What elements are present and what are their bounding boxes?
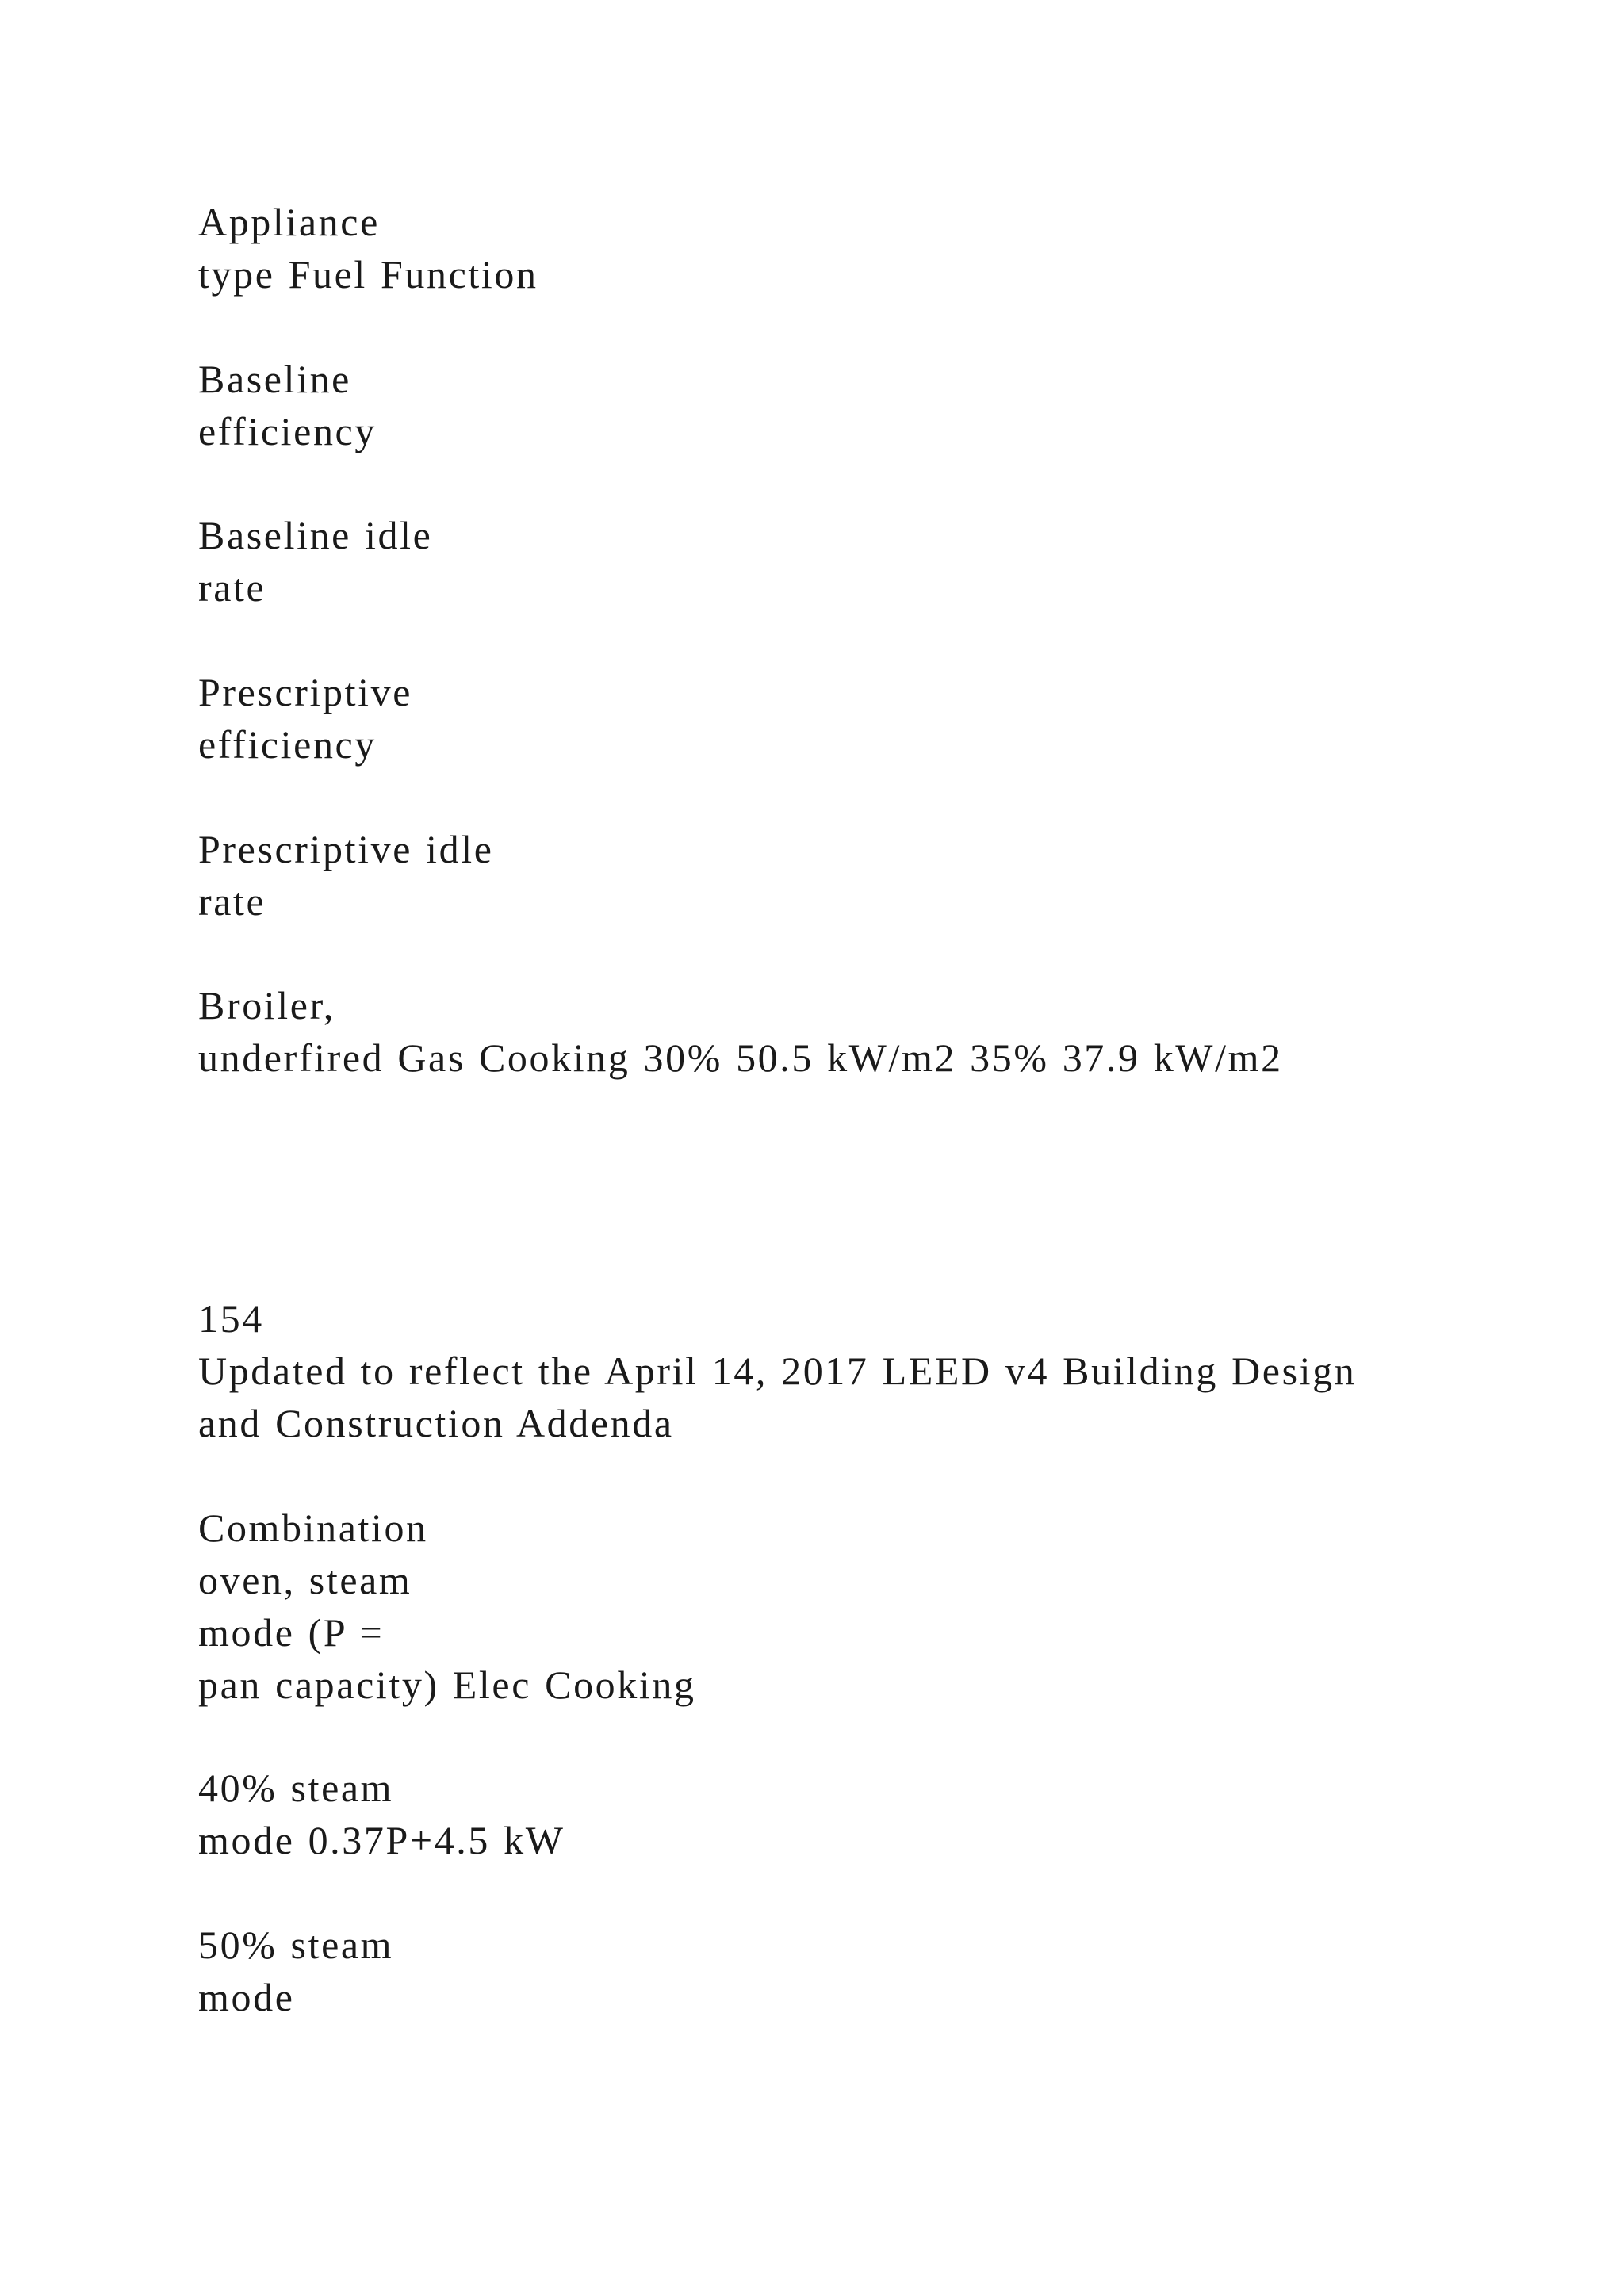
text-line: 40% steam xyxy=(198,1766,394,1810)
text-line: mode 0.37P+4.5 kW xyxy=(198,1818,565,1862)
text-line: rate xyxy=(198,879,266,924)
text-line: type Fuel Function xyxy=(198,252,538,297)
value-baseline-steam-mode xyxy=(198,1762,565,1866)
text-line: Combination xyxy=(198,1506,428,1550)
value-prescriptive-steam-mode xyxy=(198,1919,393,2023)
page-number: 154 xyxy=(198,1296,264,1341)
text-line: pan capacity) Elec Cooking xyxy=(198,1663,696,1707)
text-line: and Construction Addenda xyxy=(198,1401,674,1445)
text-line: rate xyxy=(198,565,266,610)
header-baseline-idle-rate xyxy=(198,509,432,614)
text-line: Prescriptive idle xyxy=(198,827,494,871)
text-line: Prescriptive xyxy=(198,670,413,714)
row-combination-oven-steam-mode xyxy=(198,1502,696,1711)
text-line: 50% steam xyxy=(198,1923,394,1967)
text-line: underfired Gas Cooking 30% 50.5 kW/m2 35% 37.9 kW/m2 xyxy=(198,1035,1283,1080)
header-baseline-efficiency xyxy=(198,353,377,457)
header-appliance-type-fuel-function xyxy=(198,196,538,300)
page-footer-note xyxy=(198,1292,1356,1449)
text-line: mode xyxy=(198,1975,295,2019)
text-line: Broiler, xyxy=(198,983,335,1027)
text-line: mode (P = xyxy=(198,1610,385,1655)
text-line: Baseline xyxy=(198,357,351,401)
row-broiler-underfired xyxy=(198,979,1283,1084)
text-line: efficiency xyxy=(198,722,377,767)
text-line: oven, steam xyxy=(198,1558,412,1602)
text-line: Appliance xyxy=(198,200,380,244)
header-prescriptive-efficiency xyxy=(198,666,412,771)
text-line: efficiency xyxy=(198,409,377,453)
header-prescriptive-idle-rate xyxy=(198,823,494,928)
text-line: Baseline idle xyxy=(198,513,433,557)
text-line: Updated to reflect the April 14, 2017 LEED v4 Building Design xyxy=(198,1349,1357,1393)
